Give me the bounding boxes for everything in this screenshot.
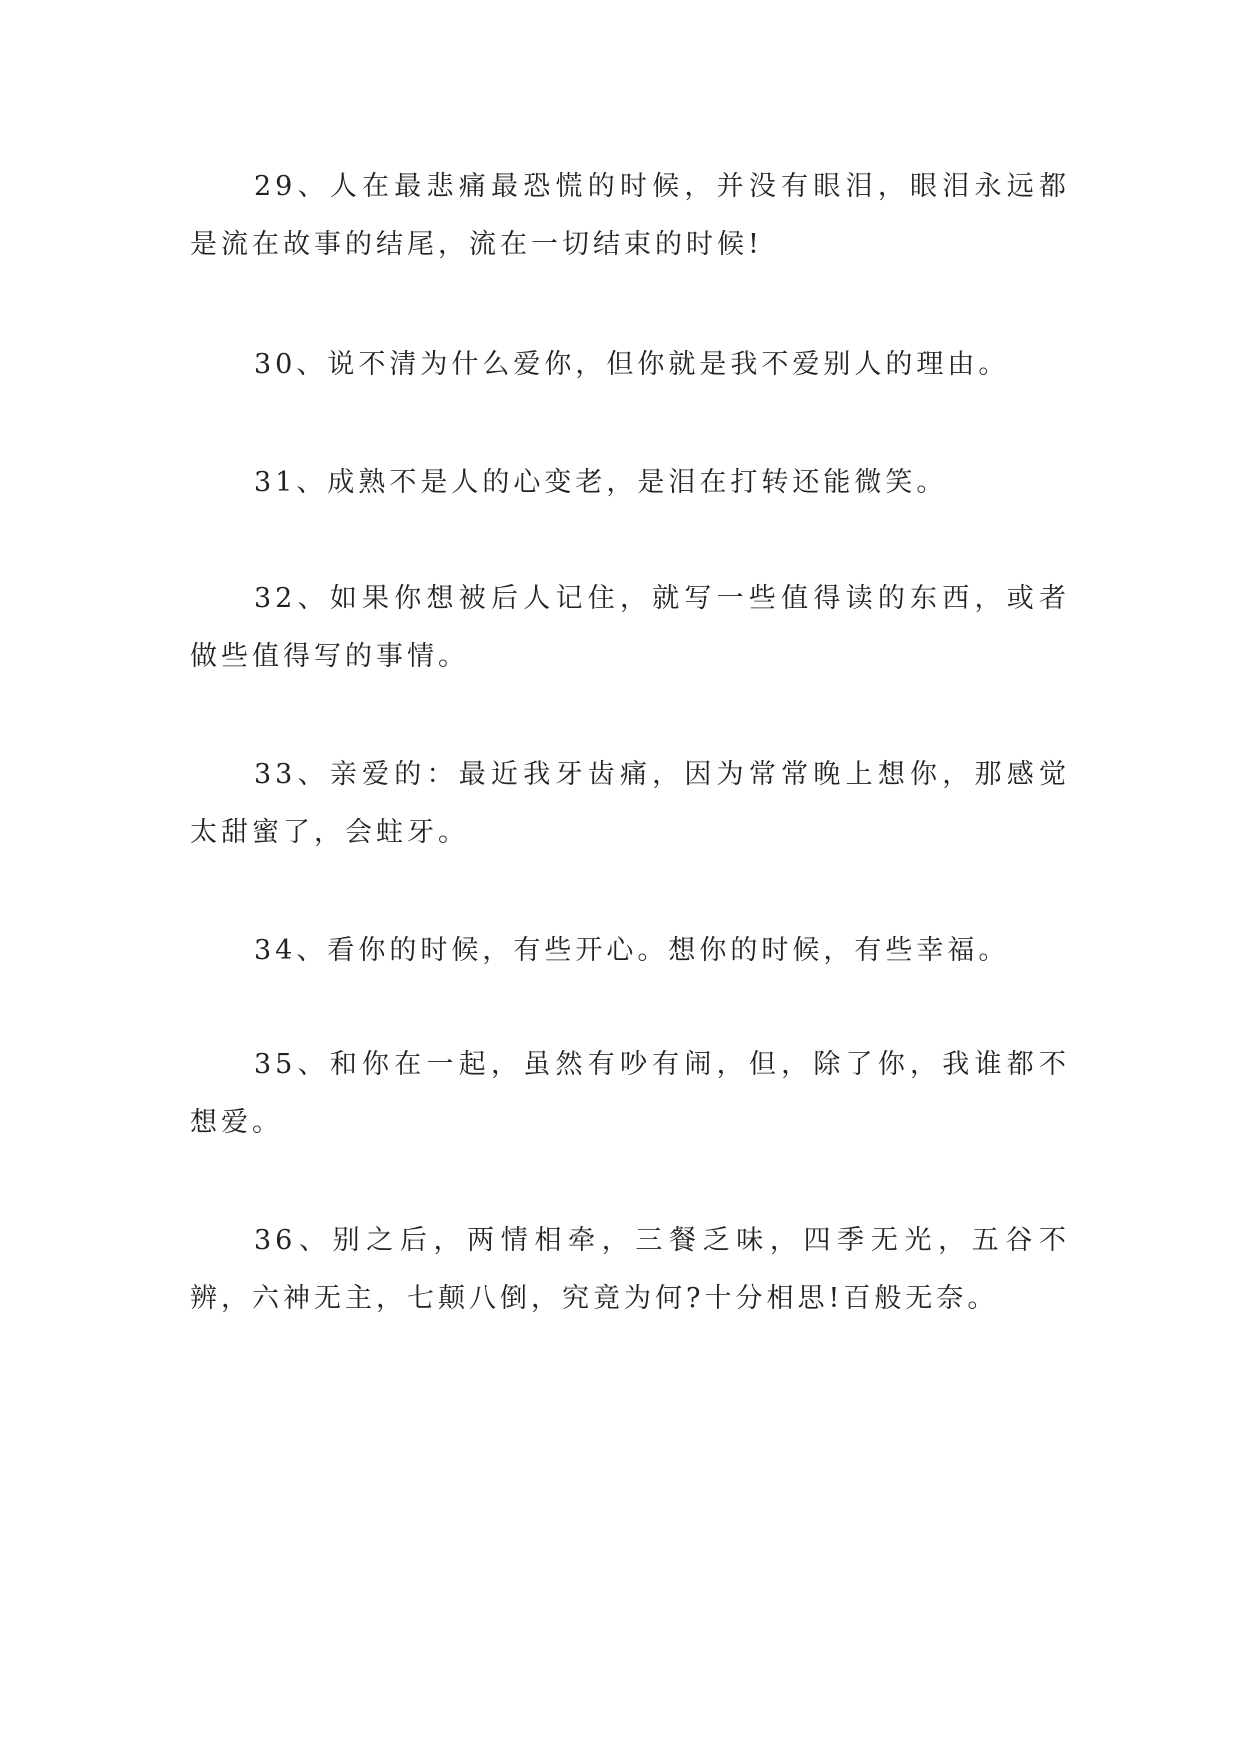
paragraph-30: 30、说不清为什么爱你，但你就是我不爱别人的理由。 <box>254 349 1010 380</box>
paragraph-31: 31、成熟不是人的心变老，是泪在打转还能微笑。 <box>254 467 948 498</box>
paragraph-34: 34、看你的时候，有些开心。想你的时候，有些幸福。 <box>254 935 1010 966</box>
paragraph-36: 36、别之后，两情相牵，三餐乏味，四季无光，五谷不辨，六神无主，七颠八倒，究竟为何?十分相思!百般无奈。 <box>190 1225 1070 1314</box>
paragraph-33: 33、亲爱的：最近我牙齿痛，因为常常晚上想你，那感觉太甜蜜了，会蛀牙。 <box>190 759 1070 848</box>
paragraph-35: 35、和你在一起，虽然有吵有闹，但，除了你，我谁都不想爱。 <box>190 1049 1070 1138</box>
paragraph-29: 29、人在最悲痛最恐慌的时候，并没有眼泪，眼泪永远都是流在故事的结尾，流在一切结束的时候! <box>190 171 1070 260</box>
paragraph-32: 32、如果你想被后人记住，就写一些值得读的东西，或者做些值得写的事情。 <box>190 583 1070 672</box>
